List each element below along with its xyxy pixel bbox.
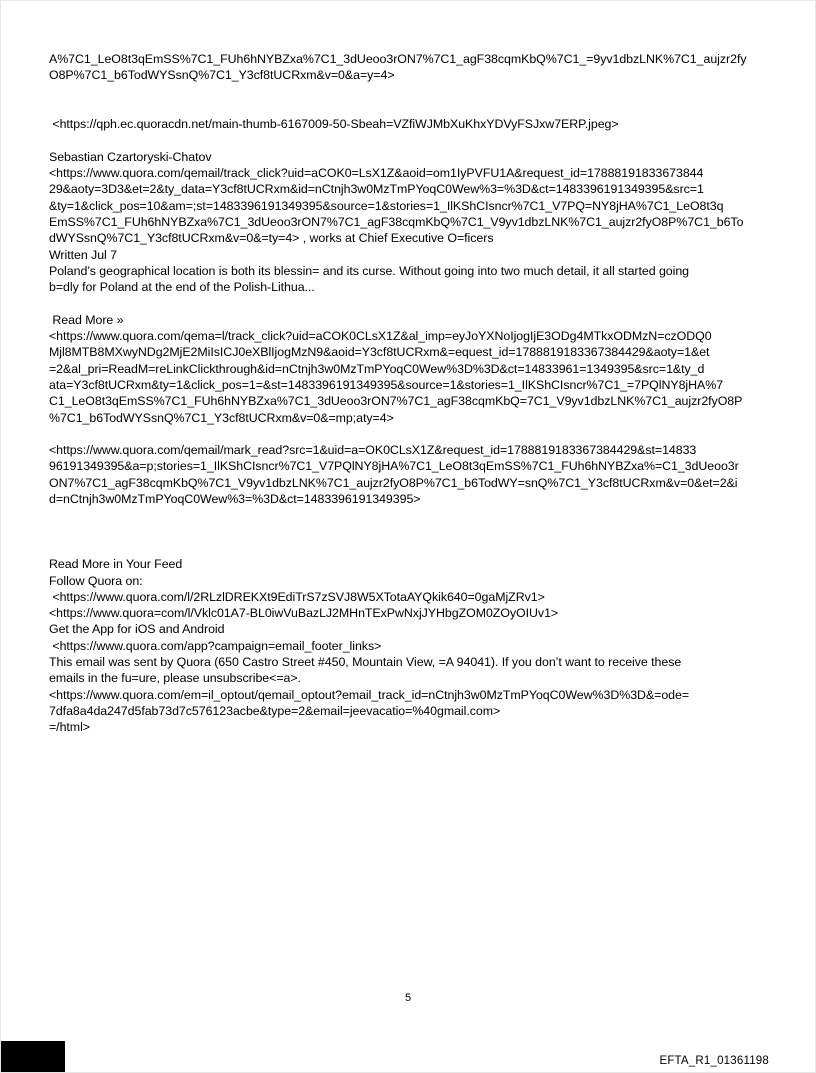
redaction-box bbox=[1, 1041, 65, 1072]
email-text-line: <https://www.quora.com/qema=l/track_click?uid=aCOK0CLsX1Z&al_imp=eyJoYXNoIjogIjE3ODg4MTkxODMzN=czODQ0 bbox=[49, 329, 712, 344]
email-text-line: This email was sent by Quora (650 Castro Street #450, Mountain View, =A 94041). If you don’t want to receive these bbox=[49, 654, 682, 669]
email-text-line: <https://www.quora.com/qemail/mark_read?src=1&uid=a=OK0CLsX1Z&request_id=1788819183367384429&st=14833 bbox=[49, 443, 697, 458]
email-text-line: Read More » bbox=[49, 312, 124, 327]
email-text-line: dWYSsnQ%7C1_Y3cf8tUCRxm&v=0&=ty=4> , works at Chief Executive O=ficers bbox=[49, 231, 494, 246]
email-text-line: Read More in Your Feed bbox=[49, 557, 183, 572]
email-text-line: &ty=1&click_pos=10&am=;st=1483396191349395&source=1&stories=1_IlKShCIsncr%7C1_V7PQ=NY8jHA%7C1_LeO8t3q bbox=[49, 198, 724, 213]
email-body bbox=[49, 51, 785, 735]
email-text-line: %7C1_b6TodWYSsnQ%7C1_Y3cf8tUCRxm&v=0&=mp;aty=4> bbox=[49, 410, 394, 425]
email-text-line: =/html> bbox=[49, 720, 90, 735]
email-text-line: emails in the fu=ure, please unsubscribe<=a>. bbox=[49, 671, 301, 686]
blank-line bbox=[49, 540, 785, 556]
email-text-line: O8P%7C1_b6TodWYSsnQ%7C1_Y3cf8tUCRxm&v=0&a=y=4> bbox=[49, 68, 395, 83]
email-text-line: <https://www.quora.com/qemail/track_click?uid=aCOK0=LsX1Z&aoid=om1IyPVFU1A&request_id=17888191833673844 bbox=[49, 166, 704, 181]
blank-line bbox=[49, 84, 785, 100]
email-text-line: Get the App for iOS and Android bbox=[49, 622, 225, 637]
email-text-line: <https://qph.ec.quoracdn.net/main-thumb-6167009-50-Sbeah=VZfiWJMbXuKhxYDVyFSJxw7ERP.jpeg> bbox=[49, 117, 619, 132]
email-text-line: d=nCtnjh3w0MzTmPYoqC0Wew%3=%3D&ct=1483396191349395> bbox=[49, 492, 421, 507]
bates-number: EFTA_R1_01361198 bbox=[659, 1055, 769, 1067]
email-text-line: ON7%7C1_agF38cqmKbQ%7C1_V9yv1dbzLNK%7C1_aujzr2fyO8P%7C1_b6TodWY=snQ%7C1_Y3cf8tUCRxm&v=0&et=2&i bbox=[49, 475, 738, 490]
email-text-line: C1_LeO8t3qEmSS%7C1_FUh6hNYBZxa%7C1_3dUeoo3rON7%7C1_agF38cqmKbQ=7C1_V9yv1dbzLNK%7C1_aujzr2fyO8P bbox=[49, 394, 743, 409]
email-text-line: b=dly for Poland at the end of the Polish-Lithua... bbox=[49, 280, 315, 295]
email-text-line: 29&aoty=3D3&et=2&ty_data=Y3cf8tUCRxm&id=nCtnjh3w0MzTmPYoqC0Wew%3=%3D&ct=1483396191349395&src=1 bbox=[49, 182, 704, 197]
email-text-line: Sebastian Czartoryski-Chatov bbox=[49, 149, 212, 164]
email-text-line: <https://www.quora.com/em=il_optout/qemail_optout?email_track_id=nCtnjh3w0MzTmPYoqC0Wew%3D%3D&=ode= bbox=[49, 687, 690, 702]
blank-line bbox=[49, 132, 785, 148]
email-text-line: <https://www.quora=com/l/Vklc01A7-BL0iwVuBazLJ2MHnTExPwNxjJYHbgZOM0ZOyOIUv1> bbox=[49, 606, 559, 621]
email-text-line: Poland’s geographical location is both its blessin= and its curse. Without going into two much detail, it all started going bbox=[49, 263, 690, 278]
blank-line bbox=[49, 524, 785, 540]
email-text-line: Written Jul 7 bbox=[49, 247, 117, 262]
blank-line bbox=[49, 100, 785, 116]
email-text-line: <https://www.quora.com/l/2RLzlDREKXt9EdiTrS7zSVJ8W5XTotaAYQkik640=0gaMjZRv1> bbox=[49, 589, 545, 604]
email-text-line: 7dfa8a4da247d5fab73d7c576123acbe&type=2&email=jeevacatio=%40gmail.com> bbox=[49, 703, 501, 718]
email-text-line: Follow Quora on: bbox=[49, 573, 143, 588]
page-number: 5 bbox=[404, 992, 412, 1004]
blank-line bbox=[49, 426, 785, 442]
email-text-line: Mjl8MTB8MXwyNDg2MjE2MiIsICJ0eXBlIjogMzN9&aoid=Y3cf8tUCRxm&=equest_id=1788819183367384429&aoty=1&et bbox=[49, 345, 710, 360]
email-text-line: ata=Y3cf8tUCRxm&ty=1&click_pos=1=&st=1483396191349395&source=1&stories=1_IlKShCIsncr%7C1_=7PQlNY8jHA%7 bbox=[49, 377, 724, 392]
email-text-line: <https://www.quora.com/app?campaign=email_footer_links> bbox=[49, 638, 382, 653]
email-text-line: =2&al_pri=ReadM=reLinkClickthrough&id=nCtnjh3w0MzTmPYoqC0Wew%3D%3D&ct=14833961=1349395&src=1&ty_d bbox=[49, 361, 705, 376]
email-text-line: A%7C1_LeO8t3qEmSS%7C1_FUh6hNYBZxa%7C1_3dUeoo3rON7%7C1_agF38cqmKbQ%7C1_=9yv1dbzLNK%7C1_aujzr2fy bbox=[49, 52, 747, 66]
blank-line bbox=[49, 295, 785, 311]
email-text-line: 96191349395&a=p;stories=1_IlKShCIsncr%7C1_V7PQlNY8jHA%7C1_LeO8t3qEmSS%7C1_FUh6hNYBZxa%=C1_3dUeoo3r bbox=[49, 459, 739, 474]
blank-line bbox=[49, 507, 785, 523]
email-text-line: EmSS%7C1_FUh6hNYBZxa%7C1_3dUeoo3rON7%7C1_agF38cqmKbQ%7C1_V9yv1dbzLNK%7C1_aujzr2fyO8P%7C1_b6To bbox=[49, 214, 744, 229]
